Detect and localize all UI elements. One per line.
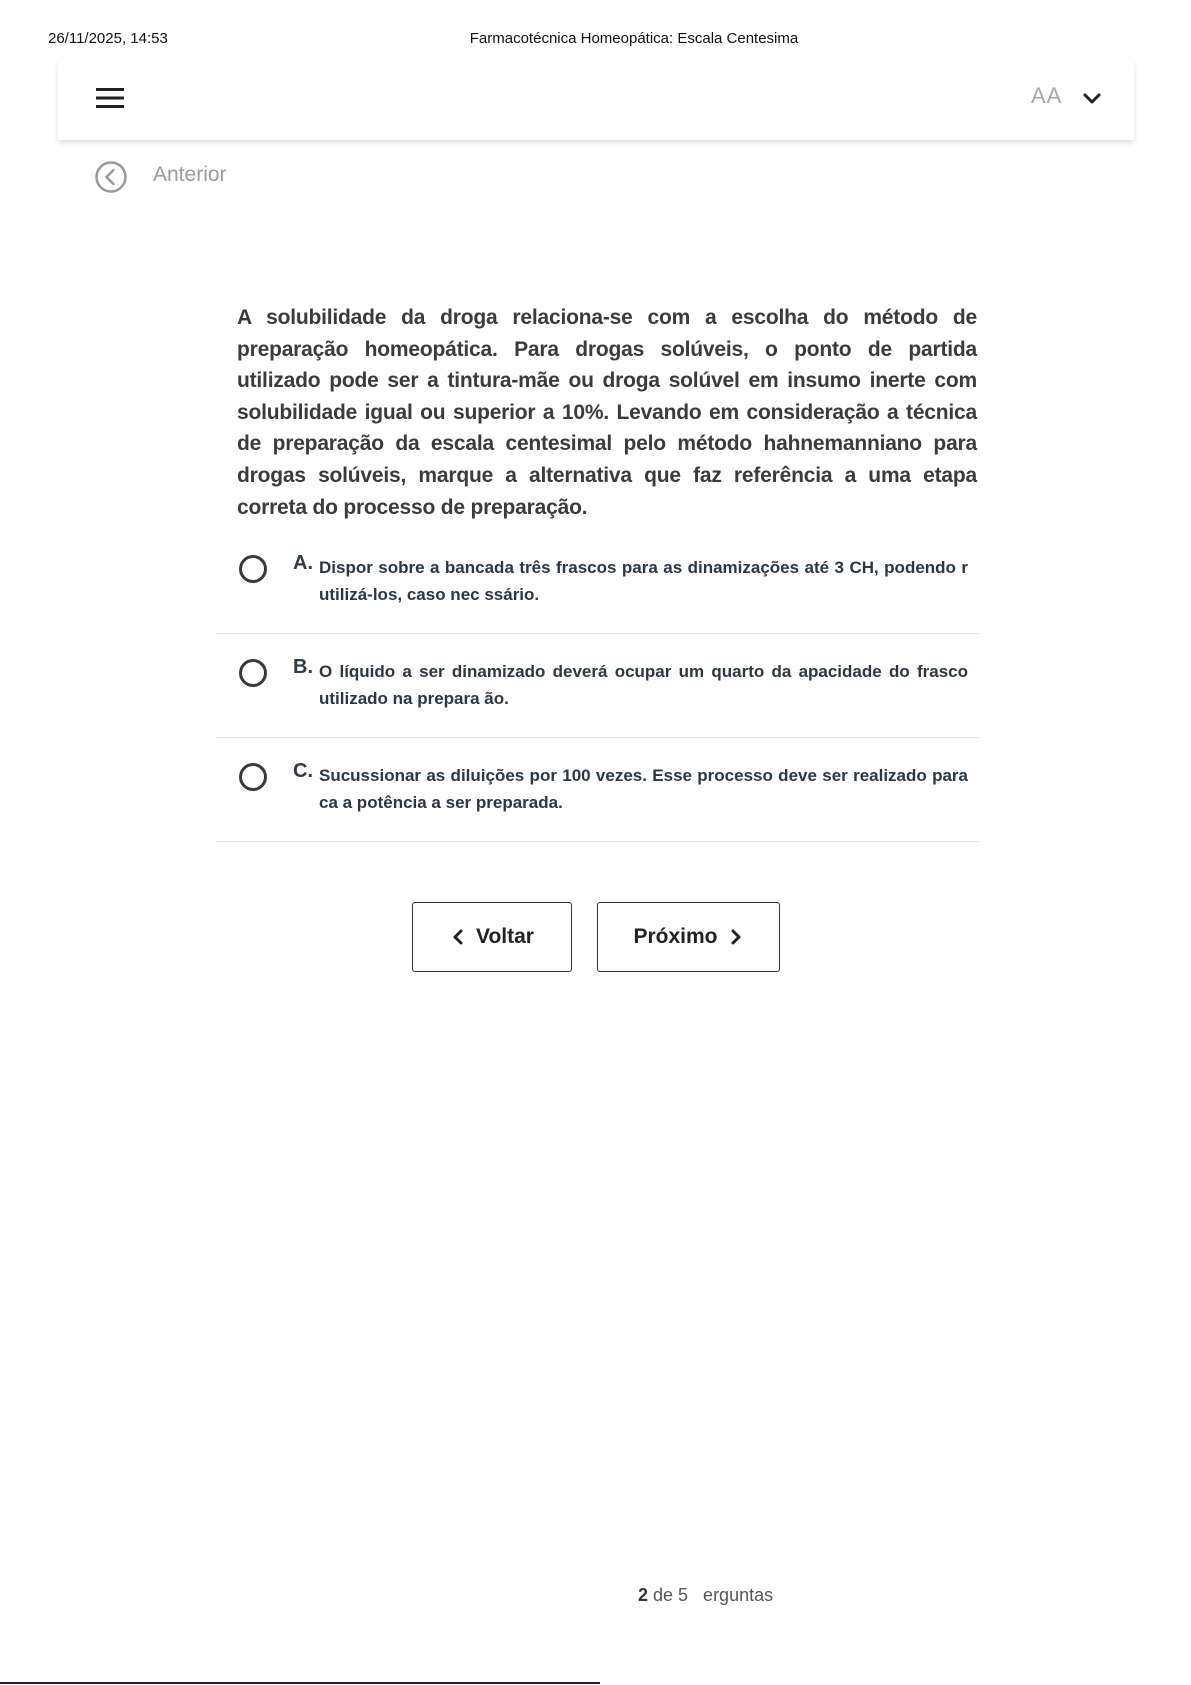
print-header	[0, 28, 1191, 50]
option-text: O líquido a ser dinamizado deverá ocupar um quarto da apacidade do frasco utilizado na prepara ão.	[319, 662, 968, 708]
radio-button[interactable]	[239, 659, 267, 687]
option-text: Sucussionar as diluições por 100 vezes. Esse processo deve ser realizado para ca a potência a ser preparada.	[319, 766, 968, 812]
radio-button[interactable]	[239, 763, 267, 791]
chevron-left-icon	[450, 928, 466, 946]
pager-total: de 5 erguntas	[648, 1585, 774, 1605]
answer-options	[216, 530, 978, 842]
print-datetime: 26/11/2025, 14:53	[48, 30, 168, 47]
question-pager	[638, 1585, 773, 1606]
font-size-toggle[interactable]: AA	[1031, 83, 1063, 108]
option-b[interactable]	[216, 634, 978, 738]
back-button[interactable]	[412, 902, 572, 972]
option-text: Dispor sobre a bancada três frascos para as dinamizações até 3 CH, podendo r utilizá-los, caso nec ssário.	[319, 558, 968, 604]
option-c[interactable]	[216, 738, 978, 842]
pager-current: 2	[638, 1585, 649, 1605]
next-button-label: Próximo	[633, 925, 718, 948]
app-bar	[58, 60, 1134, 140]
hamburger-menu-icon[interactable]	[96, 86, 124, 110]
next-button[interactable]	[597, 902, 780, 972]
divider	[0, 1682, 600, 1684]
print-page-title: Farmacotécnica Homeopática: Escala Centesima	[469, 30, 799, 47]
option-letter: A.	[293, 552, 313, 574]
chevron-right-icon	[728, 928, 744, 946]
circle-chevron-left-icon	[94, 160, 128, 194]
option-a[interactable]	[216, 530, 978, 634]
option-letter: C.	[293, 760, 313, 782]
radio-button[interactable]	[239, 555, 267, 583]
question-text: A solubilidade da droga relaciona-se com a escolha do método de preparação homeopática. Para drogas solúveis, o ponto de partida utilizado pode ser a tintura-mãe ou droga solúvel em insumo inerte com solubilidade igual ou superior a 10%. Levando em consideração a técnica de preparação da escala centesimal pelo método hahnemanniano para drogas solúveis, marque a alternativa que faz referência a uma etapa correta do processo de preparação.	[237, 306, 977, 519]
back-button-label: Voltar	[476, 925, 534, 948]
previous-label: Anterior	[153, 163, 227, 186]
option-letter: B.	[293, 656, 313, 678]
chevron-down-icon[interactable]	[1081, 88, 1103, 110]
